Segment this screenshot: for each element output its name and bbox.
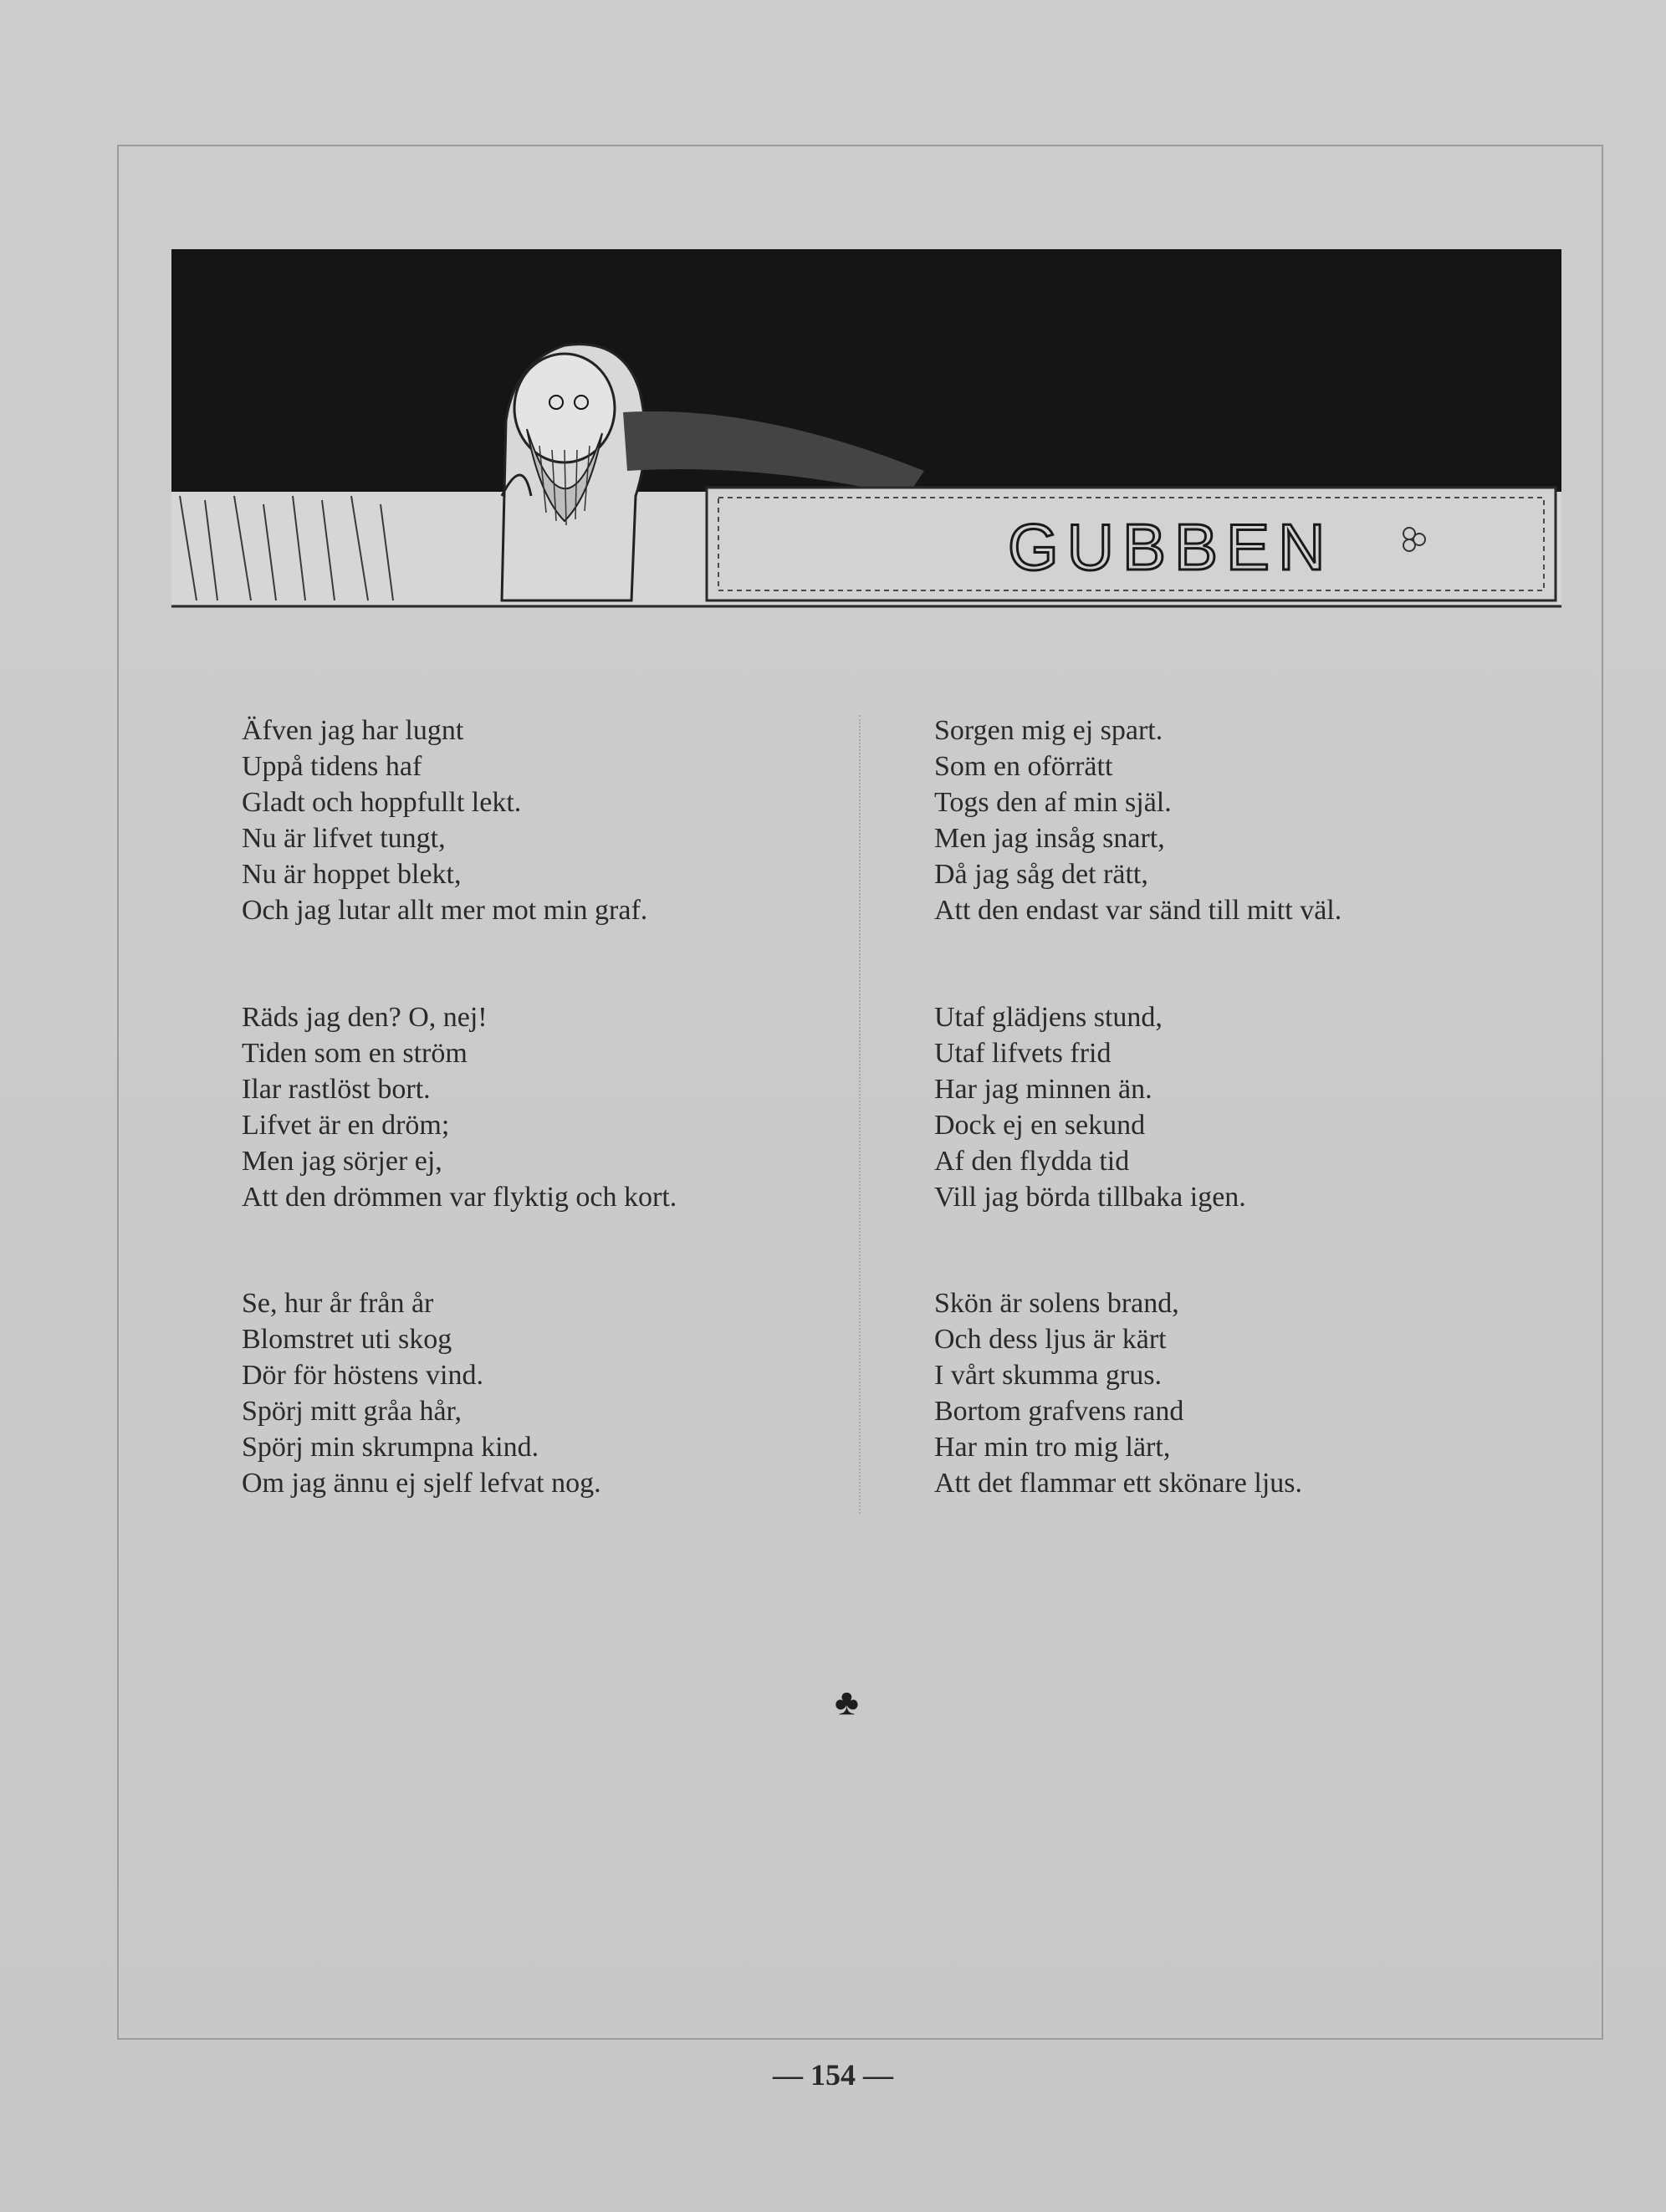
stanza-right-3 bbox=[934, 1285, 1302, 1501]
poem-line: Har jag minnen än. bbox=[934, 1074, 1152, 1105]
poem-line: Skön är solens brand, bbox=[934, 1288, 1179, 1319]
poem-line: Af den flydda tid bbox=[934, 1146, 1130, 1177]
poem-line: Har min tro mig lärt, bbox=[934, 1432, 1171, 1463]
poem-line: Se, hur år från år bbox=[242, 1288, 434, 1319]
poem-line: Bortom grafvens rand bbox=[934, 1396, 1184, 1427]
poem-line: I vårt skumma grus. bbox=[934, 1360, 1162, 1391]
poem-line: Utaf glädjens stund, bbox=[934, 1002, 1163, 1033]
poem-line: Nu är lifvet tungt, bbox=[242, 823, 446, 854]
poem-line: Blomstret uti skog bbox=[242, 1324, 452, 1355]
poem-line: Och jag lutar allt mer mot min graf. bbox=[242, 895, 648, 926]
poem-line: Dör för höstens vind. bbox=[242, 1360, 483, 1391]
poem-line: Att den drömmen var flyktig och kort. bbox=[242, 1182, 677, 1213]
poem-line: Spörj mitt gråa hår, bbox=[242, 1396, 462, 1427]
poem-line: Uppå tidens haf bbox=[242, 751, 422, 782]
poem-line: Sorgen mig ej spart. bbox=[934, 715, 1163, 746]
page-number: — 154 — bbox=[773, 2058, 893, 2092]
club-ornament-icon: ♣ bbox=[835, 1682, 859, 1723]
poem-line: Dock ej en sekund bbox=[934, 1110, 1146, 1141]
poem-line: Nu är hoppet blekt, bbox=[242, 859, 462, 890]
poem-line: Vill jag börda tillbaka igen. bbox=[934, 1182, 1246, 1213]
poem-line: Som en oförrätt bbox=[934, 751, 1113, 782]
poem-line: Utaf lifvets frid bbox=[934, 1038, 1112, 1069]
header-illustration bbox=[171, 245, 1561, 613]
poem-line: Och dess ljus är kärt bbox=[934, 1324, 1167, 1355]
poem-line: Ilar rastlöst bort. bbox=[242, 1074, 431, 1105]
poem-line: Lifvet är en dröm; bbox=[242, 1110, 450, 1141]
poem-line: Men jag insåg snart, bbox=[934, 823, 1165, 854]
poem-line: Tiden som en ström bbox=[242, 1038, 468, 1069]
poem-line: Om jag ännu ej sjelf lefvat nog. bbox=[242, 1468, 601, 1499]
stanza-right-1 bbox=[934, 713, 1341, 928]
stanza-left-3 bbox=[242, 1285, 601, 1501]
old-man-illustration bbox=[171, 245, 1561, 613]
stanza-left-2 bbox=[242, 999, 677, 1215]
poem-line: Men jag sörjer ej, bbox=[242, 1146, 442, 1177]
poem-line: Äfven jag har lugnt bbox=[242, 715, 464, 746]
poem-line: Att den endast var sänd till mitt väl. bbox=[934, 895, 1342, 926]
stanza-right-2 bbox=[934, 999, 1246, 1215]
poem-line: Då jag såg det rätt, bbox=[934, 859, 1148, 890]
poem-line: Gladt och hoppfullt lekt. bbox=[242, 787, 522, 818]
poem-title: GUBBEN bbox=[1008, 510, 1334, 584]
poem-line: Spörj min skrumpna kind. bbox=[242, 1432, 539, 1463]
column-divider bbox=[859, 715, 861, 1514]
poem-line: Att det flammar ett skönare ljus. bbox=[934, 1468, 1302, 1499]
poem-line: Togs den af min själ. bbox=[934, 787, 1172, 818]
stanza-left-1 bbox=[242, 713, 647, 928]
poem-line: Räds jag den? O, nej! bbox=[242, 1002, 488, 1033]
